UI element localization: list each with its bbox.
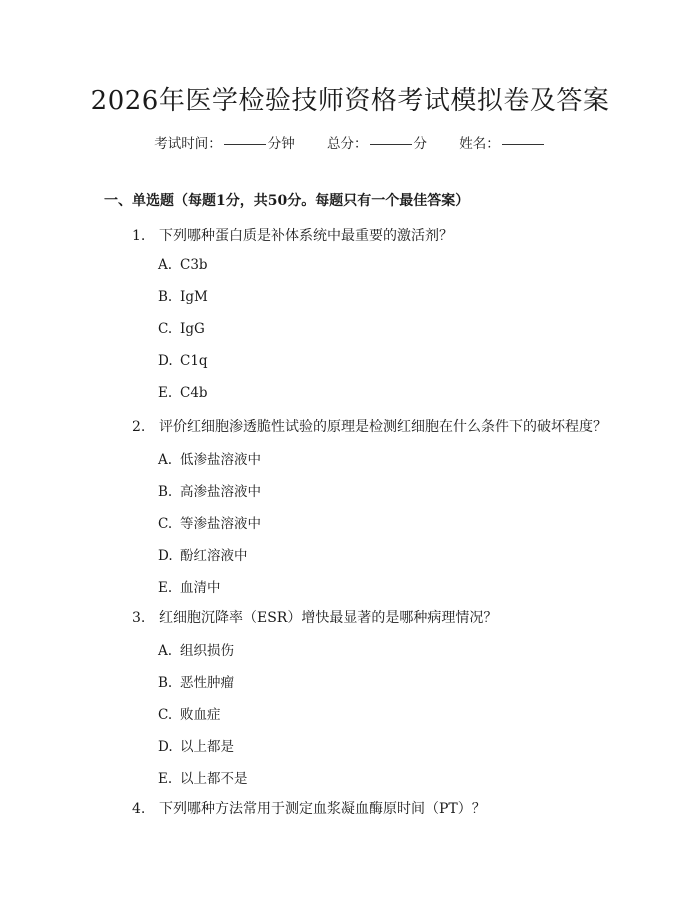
question-text: 下列哪种蛋白质是补体系统中最重要的激活剂？ (159, 228, 453, 244)
option-text: 高渗盐溶液中 (180, 484, 261, 500)
option-letter: E. (158, 771, 173, 787)
option-item (158, 735, 234, 755)
option-item (158, 321, 205, 337)
option-text: 以上都是 (180, 739, 234, 755)
total-score-blank (370, 144, 412, 145)
section-heading: 一、单选题（每题1分，共50分。每题只有一个最佳答案） (104, 193, 470, 209)
exam-time-unit: 分钟 (267, 136, 295, 152)
option-text: 败血症 (180, 707, 221, 723)
option-text: IgM (180, 289, 208, 305)
option-text: C4b (180, 385, 208, 401)
page-title: 2026年医学检验技师资格考试模拟卷及答案 (90, 86, 610, 116)
option-letter: B. (158, 675, 173, 691)
option-letter: C. (158, 321, 173, 337)
option-letter: B. (158, 289, 173, 305)
question-3 (132, 607, 497, 627)
option-item (158, 289, 208, 305)
option-letter: D. (158, 353, 173, 369)
option-text: 等渗盐溶液中 (180, 516, 261, 532)
option-letter: B. (158, 484, 173, 500)
option-letter: E. (158, 580, 173, 596)
question-number: 4. (132, 801, 146, 817)
option-letter: C. (158, 516, 173, 532)
option-item (158, 512, 261, 532)
option-text: 以上都不是 (180, 771, 248, 787)
question-2 (132, 416, 607, 436)
question-text: 红细胞沉降率（ESR）增快最显著的是哪种病理情况？ (159, 610, 498, 626)
option-item (158, 703, 221, 723)
option-text: C3b (180, 257, 208, 273)
option-letter: A. (158, 452, 173, 468)
name-blank (502, 144, 544, 145)
total-score-label: 总分： (327, 136, 368, 152)
option-text: 组织损伤 (180, 643, 234, 659)
option-item (158, 257, 208, 273)
question-number: 3. (132, 610, 146, 626)
option-item (158, 480, 261, 500)
question-4 (132, 798, 486, 818)
name-field (459, 136, 546, 152)
option-letter: D. (158, 548, 173, 564)
total-score-unit: 分 (413, 136, 427, 152)
option-text: C1q (180, 353, 208, 369)
question-number: 1. (132, 228, 146, 244)
option-letter: E. (158, 385, 173, 401)
option-item (158, 448, 261, 468)
exam-time-label: 考试时间： (154, 136, 222, 152)
option-text: 恶性肿瘤 (180, 675, 234, 691)
question-number: 2. (132, 419, 146, 435)
option-item (158, 639, 234, 659)
option-item (158, 576, 221, 596)
option-text: 酚红溶液中 (180, 548, 248, 564)
option-item (158, 671, 234, 691)
option-letter: A. (158, 257, 173, 273)
option-letter: C. (158, 707, 173, 723)
option-letter: D. (158, 739, 173, 755)
option-letter: A. (158, 643, 173, 659)
name-label: 姓名： (459, 136, 500, 152)
exam-time-field (154, 136, 295, 152)
exam-meta-line (0, 132, 700, 152)
option-text: IgG (180, 321, 205, 337)
exam-time-blank (224, 144, 266, 145)
option-item (158, 385, 208, 401)
option-item (158, 544, 248, 564)
option-text: 血清中 (180, 580, 221, 596)
question-1 (132, 225, 453, 245)
total-score-field (327, 136, 427, 152)
option-text: 低渗盐溶液中 (180, 452, 261, 468)
question-text: 评价红细胞渗透脆性试验的原理是检测红细胞在什么条件下的破坏程度？ (159, 419, 607, 435)
option-item (158, 767, 248, 787)
question-text: 下列哪种方法常用于测定血浆凝血酶原时间（PT）？ (159, 801, 486, 817)
option-item (158, 353, 208, 369)
